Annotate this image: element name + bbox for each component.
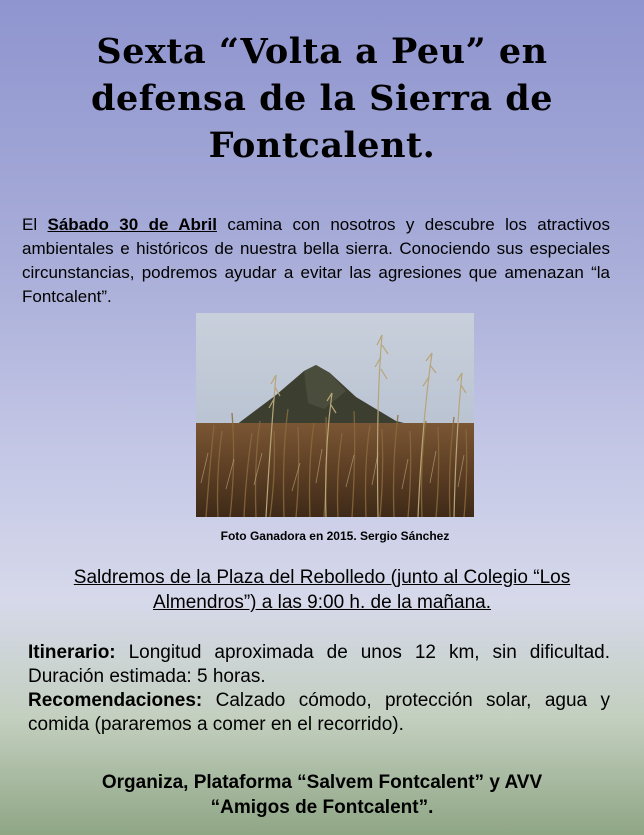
meeting-line-1: Saldremos de la Plaza del Rebolledo (junto al Colegio “Los (73, 567, 571, 588)
itinerary-text: Longitud aproximada de unos 12 km, sin dificultad. Duración estimada: 5 horas. (28, 642, 610, 687)
intro-prefix: El (22, 215, 48, 234)
intro-paragraph (22, 213, 610, 309)
photo-caption: Foto Ganadora en 2015. Sergio Sánchez (220, 529, 450, 543)
title-line-1: Sexta “Volta a Peu” en (96, 31, 548, 72)
title-line-2: defensa de la Sierra de (91, 78, 553, 119)
meeting-line-2: Almendros”) a las 9:00 h. de la mañana. (153, 592, 491, 613)
flyer-title (40, 28, 604, 169)
recommendations-text: Calzado cómodo, protección solar, agua y comida (pararemos a comer en el recorrido). (28, 690, 610, 735)
photo-illustration (196, 313, 474, 517)
itinerary (28, 641, 610, 689)
intro-text: camina con nosotros y descubre los atractivos ambientales e históricos de nuestra bella sierra. Conociendo sus especiales circunstancias, podremos ayudar a evitar las agresiones que amenazan “la Fontcalent”. (22, 215, 610, 306)
mountain-photo (196, 313, 474, 517)
meeting-point (30, 565, 614, 615)
title-line-3: Fontcalent. (208, 125, 436, 166)
organizer-line-1: Organiza, Plataforma “Salvem Fontcalent” y AVV (101, 772, 543, 793)
organizer-line-2: “Amigos de Fontcalent”. (210, 797, 434, 818)
recommendations (28, 689, 610, 737)
itinerary-label: Itinerario: (28, 642, 116, 663)
organizer (30, 770, 614, 820)
event-date: Sábado 30 de Abril (47, 215, 217, 234)
recommendations-label: Recomendaciones: (28, 690, 203, 711)
event-details (28, 641, 610, 737)
